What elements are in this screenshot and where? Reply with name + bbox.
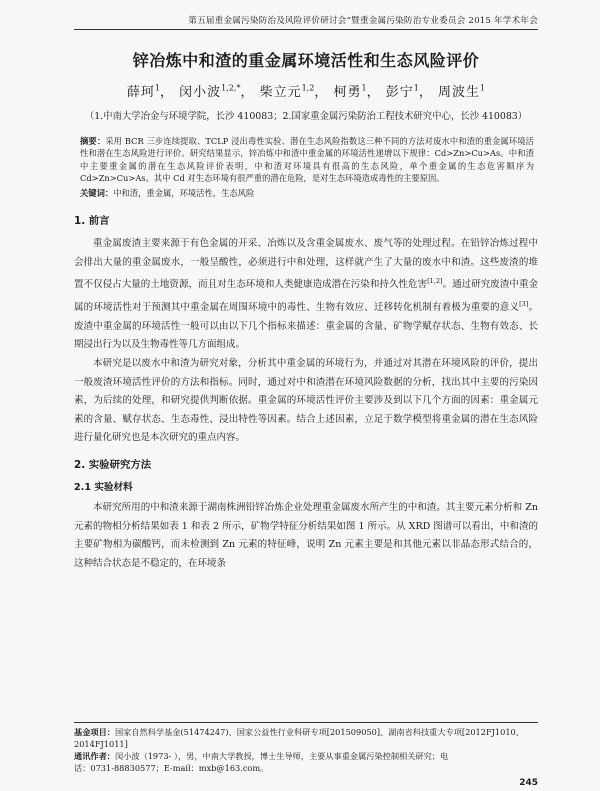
contact-line-1: 闵小波（1973- ），男，中南大学教授，博士生导师，主要从事重金属污染控制相关研究；电 [114,751,449,761]
author-name: 闵小波 [179,85,222,100]
keywords-label: 关键词： [80,188,114,199]
contact-note [74,750,538,762]
intro-paragraph-1 [74,235,538,355]
materials-paragraph: 本研究所用的中和渣来源于湖南株洲铅锌冶炼企业处理重金属废水所产生的中和渣。其主要元素分析和 Zn 元素的物相分析结果如表 1 和表 2 所示，矿物学特征分析结果如图 1 所示。从 XRD 图谱可以看出，中和渣的主要矿物相为碳酸钙，而未检测到 Zn 元素的特征峰，说明 Zn 元素主要是和其他元素以非晶态形式结合的，这种结合状态是不稳定的，在环境条 [74,502,538,569]
author-name: 柯勇 [333,85,362,100]
abstract-label: 摘要： [80,136,106,146]
paragraph-text: 。通过研究废渣中重金属的环境活性对于预测其中重金属在周围环境中的毒性、生物有效应、迁移转化机制有着极为重要的意义 [74,279,538,314]
keywords [80,187,534,200]
funding-text: 国家自然科学基金(51474247)、国家公益性行业科研专项[201509050]、湖南省科技重大专项[2012FJ1010、2014FJ1011] [74,727,524,749]
author-affil-mark: 1 [154,83,161,93]
contact-label: 通讯作者： [74,751,115,761]
author-affil-mark: 1 [361,83,367,93]
author-affil-mark: 1,2,* [221,83,241,93]
author-affil-mark: 1 [413,83,419,93]
funding-label: 基金项目： [74,727,115,737]
paragraph-text: 。废渣中重金属的环境活性一般可以由以下几个指标来描述：重金属的含量、矿物学赋存状态、生物有效态、长期浸出行为以及生物毒性等几方面组成。 [74,302,538,351]
abstract-text: 采用 BCR 三步连续提取、TCLP 浸出毒性实验、潜在生态风险指数这三种不同的方法对废水中和渣的重金属环境活性和潜在生态风险进行评价。研究结果显示，锌冶炼中和渣中重金属的环境活性递增以下规律：Cd>Zn>Cu>As。中和渣中主要重金属的潜在生态风险评价表明，中和渣对环境具有很高的生态风险，单个重金属的生态危害顺序为 Cd>Zn>Cu>As。其中 Cd 对生态环境有很严重的潜在危险，是对生态环境造成毒性的主要原因。 [80,136,534,183]
keywords-text: 中和渣，重金属，环境活性，生态风险 [113,188,255,199]
section-heading-methods: 2. 实验研究方法 [74,459,152,472]
footnotes [74,722,538,774]
section-heading-introduction: 1. 前言 [74,215,110,228]
intro-paragraph-2: 本研究是以废水中和渣为研究对象，分析其中重金属的环境行为，并通过对其潜在环境风险的评价，提出一般废渣环境活性评价的方法和指标。同时，通过对中和渣潜在环境风险数据的分析，找出其中主要的污染因素，为后续的处理，和研究提供判断依据。重金属的环境活性评价主要涉及到以下几个方面的因素：重金属元素的含量、赋存状态、生态毒性、浸出特性等因素。结合上述因素，立足于数学模型将重金属的潜在生态风险进行量化研究也是本次研究的重点内容。 [74,358,538,444]
paragraph-text: 重金属废渣主要来源于有色金属的开采、冶炼以及含重金属废水、废气等的处理过程。在铅锌冶炼过程中会排出大量的重金属废水，一般呈酸性，必须进行中和处理，这样就产生了大量的废水中和渣。这些废渣的堆置不仅侵占大量的土地资源，而且对生态环境和人类健康造成潜在污染和持久性危害 [74,238,538,291]
affiliations: （1.中南大学冶金与环境学院，长沙 410083；2.国家重金属污染防治工程技术研究中心，长沙 410083） [84,111,528,122]
author-list: 薛珂$^1$， 闵小波$^{1,2,*}$， 柴立元$^{1,2}$， 柯勇$^1$， 彭宁$^1$， 周波生$^1$ [126,83,486,100]
citation-mark: [1,2] [427,277,443,286]
abstract [80,135,534,184]
funding-note [74,726,538,750]
author-name: 彭宁 [385,85,414,100]
author-name: 薛珂 [126,85,155,100]
author-name: 柴立元 [259,85,302,100]
author-affil-mark: 1 [479,83,486,93]
contact-note-continued: 话：0731-88830577；E-mail：mxb@163.com。 [74,763,269,773]
subsection-heading-materials: 2.1 实验材料 [74,482,133,494]
author-name: 周波生 [437,85,480,100]
running-header: 第五届重金属污染防治及风险评价研讨会”暨重金属污染防治专业委员会 2015 年学术年会 [74,14,538,30]
paper-title: 锌冶炼中和渣的重金属环境活性和生态风险评价 [132,51,480,70]
citation-mark: [3] [519,300,529,309]
author-affil-mark: 1,2 [301,83,315,93]
page-number: 245 [519,778,538,788]
